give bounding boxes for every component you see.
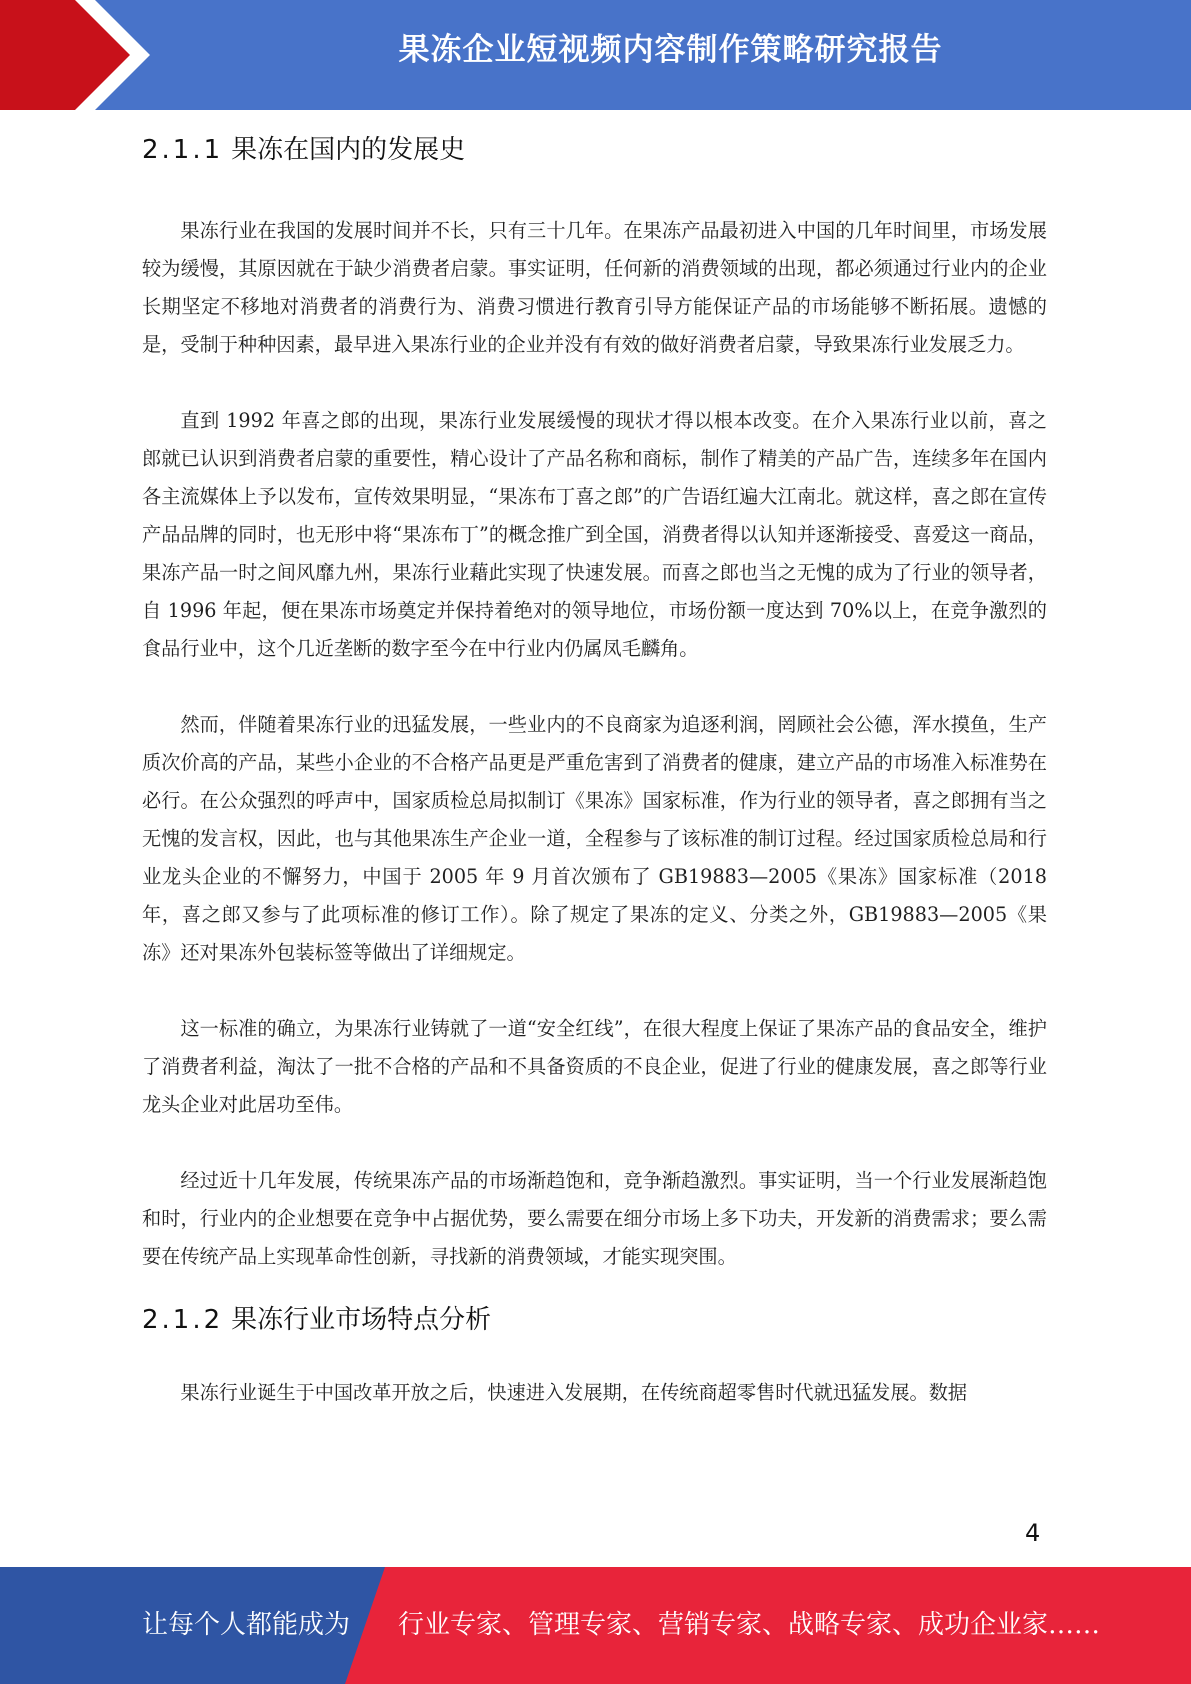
section-heading-2-1-2 [142, 1296, 1047, 1344]
section-number: 2.1.2 [142, 1305, 224, 1335]
section-heading-2-1-1 [142, 126, 1047, 174]
footer-slogan-left: 让每个人都能成为 [142, 1610, 351, 1640]
page-footer [0, 1567, 1191, 1684]
paragraph: 直到 1992 年喜之郎的出现，果冻行业发展缓慢的现状才得以根本改变。在介入果冻行业以前，喜之郎就已认识到消费者启蒙的重要性，精心设计了产品名称和商标，制作了精美的产品广告，连续多年在国内各主流媒体上予以发布，宣传效果明显，“果冻布丁喜之郎”的广告语红遍大江南北。就这样，喜之郎在宣传产品品牌的同时，也无形中将“果冻布丁”的概念推广到全国，消费者得以认知并逐渐接受、喜爱这一商品，果冻产品一时之间风靡九州，果冻行业藉此实现了快速发展。而喜之郎也当之无愧的成为了行业的领导者，自 1996 年起，便在果冻市场奠定并保持着绝对的领导地位，市场份额一度达到 70%以上，在竞争激烈的食品行业中，这个几近垄断的数字至今在中行业内仍属凤毛麟角。 [142, 409, 1047, 660]
section-title: 果冻在国内的发展史 [231, 135, 466, 165]
page-number: 4 [1025, 1519, 1041, 1547]
section-number: 2.1.1 [142, 135, 224, 165]
footer-slogan-right: 行业专家、管理专家、营销专家、战略专家、成功企业家…… [398, 1610, 1101, 1640]
paragraph: 果冻行业诞生于中国改革开放之后，快速进入发展期，在传统商超零售时代就迅猛发展。数据 [180, 1381, 968, 1404]
paragraph: 经过近十几年发展，传统果冻产品的市场渐趋饱和，竞争渐趋激烈。事实证明，当一个行业发展渐趋饱和时，行业内的企业想要在竞争中占据优势，要么需要在细分市场上多下功夫，开发新的消费需求；要么需要在传统产品上实现革命性创新，寻找新的消费领域，才能实现突围。 [142, 1169, 1047, 1268]
paragraph: 果冻行业在我国的发展时间并不长，只有三十几年。在果冻产品最初进入中国的几年时间里，市场发展较为缓慢，其原因就在于缺少消费者启蒙。事实证明，任何新的消费领域的出现，都必须通过行业内的企业长期坚定不移地对消费者的消费行为、消费习惯进行教育引导方能保证产品的市场能够不断拓展。遗憾的是，受制于种种因素，最早进入果冻行业的企业并没有有效的做好消费者启蒙，导致果冻行业发展乏力。 [142, 219, 1047, 356]
report-title: 果冻企业短视频内容制作策略研究报告 [398, 32, 943, 68]
paragraph: 然而，伴随着果冻行业的迅猛发展，一些业内的不良商家为追逐利润，罔顾社会公德，浑水摸鱼，生产质次价高的产品，某些小企业的不合格产品更是严重危害到了消费者的健康，建立产品的市场准入标准势在必行。在公众强烈的呼声中，国家质检总局拟制订《果冻》国家标准，作为行业的领导者，喜之郎拥有当之无愧的发言权，因此，也与其他果冻生产企业一道，全程参与了该标准的制订过程。经过国家质检总局和行业龙头企业的不懈努力，中国于 2005 年 9 月首次颁布了 GB19883—2005《果冻》国家标准（2018 年，喜之郎又参与了此项标准的修订工作）。除了规定了果冻的定义、分类之外，GB19883—2005《果冻》还对果冻外包装标签等做出了详细规定。 [142, 713, 1047, 964]
page-header [0, 0, 1191, 110]
document-body [142, 126, 1047, 1412]
paragraph: 这一标准的确立，为果冻行业铸就了一道“安全红线”，在很大程度上保证了果冻产品的食品安全，维护了消费者利益，淘汰了一批不合格的产品和不具备资质的不良企业，促进了行业的健康发展，喜之郎等行业龙头企业对此居功至伟。 [142, 1017, 1047, 1116]
section-title: 果冻行业市场特点分析 [231, 1305, 492, 1335]
